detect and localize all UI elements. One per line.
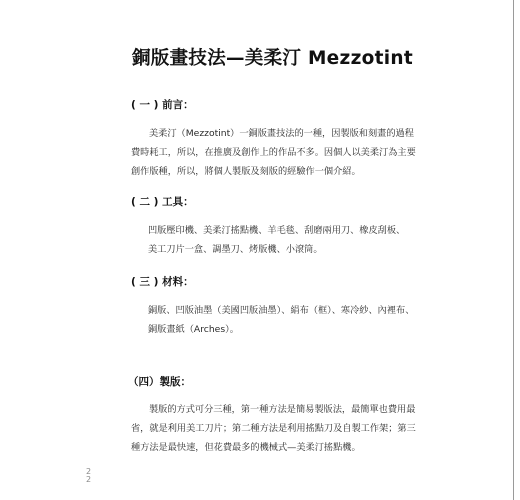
paragraph-line: 凹版壓印機、美柔汀搖點機、羊毛毯、刮磨兩用刀、橡皮刮板、 [148,225,406,236]
page-edge-line [513,0,514,500]
paragraph-line: 創作版種，所以，將個人製版及刻版的經驗作一個介紹。 [131,166,361,177]
section-heading-materials: ( 三 ) 材料： [131,276,194,288]
paragraph-line: 種方法是最快速，但花費最多的機械式—美柔汀搖點機。 [131,442,361,453]
paragraph-line: 美柔汀（Mezzotint）一銅版畫技法的一種，因製版和刻畫的過程 [149,128,414,139]
section-body-tools [148,221,405,259]
document-title: 銅版畫技法—美柔汀 Mezzotint [132,48,414,69]
page-number-digit: 2 [86,467,92,476]
page-number-digit: 2 [86,475,92,484]
section-heading-preface: ( 一 ) 前言： [131,99,194,111]
section-heading-tools: ( 二 ) 工具： [131,196,194,208]
section-body-materials [148,301,414,339]
paragraph-line: 省，就是利用美工刀片；第二種方法是利用搖點刀及自製工作架；第三 [131,423,416,434]
page-number [86,468,91,484]
section-body-preface [131,124,416,181]
section-body-platemaking [131,400,416,457]
paragraph-line: 費時耗工，所以，在推廣及創作上的作品不多。因個人以美柔汀為主要 [131,147,416,158]
paragraph-line: 製版的方式可分三種，第一種方法是簡易製版法，最簡單也費用最 [149,404,416,415]
paragraph-line: 銅版、凹版油墨（美國凹版油墨）、絹布（框）、寒冷紗、內裡布、 [148,305,415,316]
paragraph-line: 美工刀片一盒、調墨刀、烤版機、小滾筒。 [148,244,323,255]
paragraph-line: 銅版畫紙（Arches）。 [148,324,239,335]
section-heading-platemaking: （四）製版： [128,376,191,388]
